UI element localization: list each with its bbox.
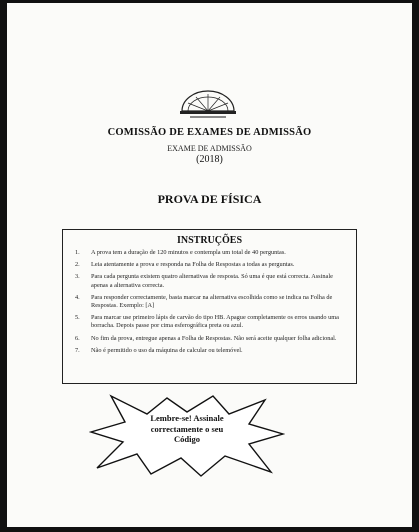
reminder-line-3: Código bbox=[174, 434, 200, 444]
instruction-item: 2. Leia atentamente a prova e responda na Folha de Respostas a todas as perguntas. bbox=[75, 261, 295, 269]
instruction-item: 1. A prova tem a duração de 120 minutos e contempla um total de 40 perguntas. bbox=[75, 249, 286, 256]
instructions-box bbox=[62, 229, 357, 384]
exam-cover-page bbox=[7, 3, 412, 527]
reminder-line-2: correctamente o seu bbox=[150, 423, 224, 434]
exam-year: (2018) bbox=[196, 154, 223, 165]
instruction-item: 3. Para cada pergunta existem quatro alternativas de resposta. Só uma é que está correcta. Assinale apenas a alternativa correcta. bbox=[75, 273, 333, 289]
reminder-text bbox=[89, 413, 285, 445]
instruction-item: 5. Para marcar use primeiro lápis de carvão do tipo HB. Apague completamente os erros usando uma borracha. Depois passe por cima esferográfica preta ou azul. bbox=[75, 314, 339, 330]
organization-name: COMISSÃO DE EXAMES DE ADMISSÃO bbox=[107, 127, 312, 138]
instruction-item: 7. Não é permitido o uso da máquina de calcular ou telemóvel. bbox=[75, 346, 243, 354]
instructions-heading: INSTRUÇÕES bbox=[176, 235, 243, 246]
test-title: PROVA DE FÍSICA bbox=[157, 192, 262, 206]
reminder-line-1: Lembre-se! Assinale bbox=[150, 413, 224, 423]
instruction-item: 6. No fim da prova, entregue apenas a Folha de Respostas. Não será aceite qualquer folha adicional. bbox=[75, 334, 337, 342]
university-logo bbox=[176, 89, 240, 119]
instructions-list bbox=[63, 249, 356, 355]
exam-name: EXAME DE ADMISSÃO bbox=[167, 144, 252, 153]
instruction-item: 4. Para responder correctamente, basta marcar na alternativa escolhida como se indica na Folha de Respostas. Exemplo: [A] bbox=[75, 293, 333, 310]
